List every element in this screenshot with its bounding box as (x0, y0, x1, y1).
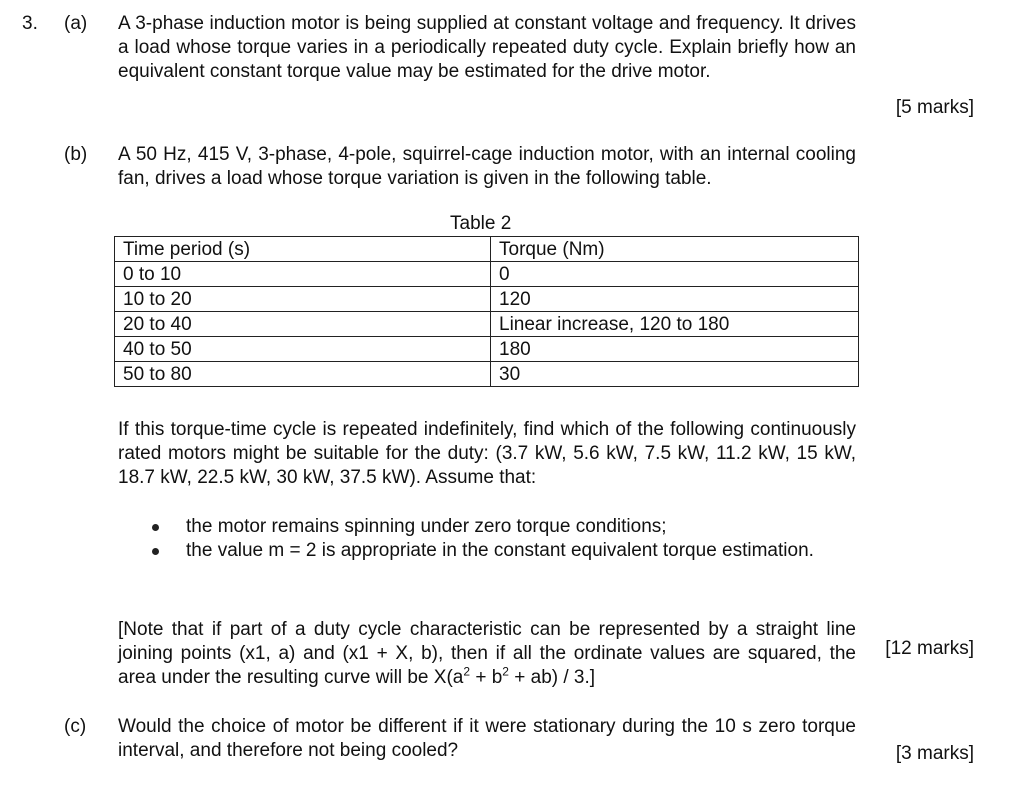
note-text: + ab) / 3.] (508, 667, 596, 688)
note-text: [Note that if part of a duty cycle characteristic can be represented by a straight line joining points (x1, a) and (x1 + X, b), then if all the ordinate values are squared, the area under the resulting curve will be X(a (118, 619, 856, 688)
part-b-marks: [12 marks] (885, 638, 974, 659)
note-superscript: 2 (502, 664, 509, 679)
part-b-intro: A 50 Hz, 415 V, 3-phase, 4-pole, squirrel-cage induction motor, with an internal cooling fan, drives a load whose torque variation is given in the following table. (118, 144, 856, 189)
table-row (115, 287, 859, 312)
part-a-marks: [5 marks] (895, 97, 974, 118)
table-cell: 180 (491, 337, 859, 362)
note-text: + b (470, 667, 503, 688)
table-cell: 120 (491, 287, 859, 312)
bullet-icon (152, 548, 159, 555)
table-row (115, 337, 859, 362)
assumption-text: the value m = 2 is appropriate in the constant equivalent torque estimation. (186, 540, 814, 561)
table-cell: 20 to 40 (115, 312, 491, 337)
part-c-label: (c) (64, 716, 87, 737)
assumption-text: the motor remains spinning under zero torque conditions; (186, 516, 667, 537)
bullet-icon (152, 524, 159, 531)
table-cell: 30 (491, 362, 859, 387)
question-number: 3. (22, 13, 38, 34)
table-header-row (115, 237, 859, 262)
part-c-marks: [3 marks] (895, 743, 974, 764)
list-item (148, 539, 856, 563)
table-row (115, 262, 859, 287)
table-cell: 0 (491, 262, 859, 287)
table-header-cell: Torque (Nm) (491, 237, 859, 262)
part-a-label: (a) (64, 13, 88, 34)
part-b-label: (b) (64, 144, 88, 165)
note-superscript: 2 (463, 664, 471, 679)
table-caption: Table 2 (450, 213, 512, 234)
table-cell: 0 to 10 (115, 262, 491, 287)
part-a-text: A 3-phase induction motor is being supplied at constant voltage and frequency. It drives a load whose torque varies in a periodically repeated duty cycle. Explain briefly how an equivalent constant torque value may be estimated for the drive motor. (118, 13, 856, 82)
table-cell: Linear increase, 120 to 180 (491, 312, 859, 337)
list-item (148, 515, 856, 539)
table-header-cell: Time period (s) (115, 237, 491, 262)
part-b-paragraph: If this torque-time cycle is repeated indefinitely, find which of the following continuously rated motors might be suitable for the duty: (3.7 kW, 5.6 kW, 7.5 kW, 11.2 kW, 15 kW, 18.7 kW, 22.5 kW, 30 kW, 37.5 kW). Assume that: (118, 419, 856, 488)
assumption-list (148, 515, 856, 563)
table-cell: 10 to 20 (115, 287, 491, 312)
table-row (115, 312, 859, 337)
torque-table (114, 236, 859, 387)
table-row (115, 362, 859, 387)
table-cell: 50 to 80 (115, 362, 491, 387)
part-c-text: Would the choice of motor be different if it were stationary during the 10 s zero torque interval, and therefore not being cooled? (118, 716, 856, 761)
table-cell: 40 to 50 (115, 337, 491, 362)
part-b-note (118, 618, 856, 690)
